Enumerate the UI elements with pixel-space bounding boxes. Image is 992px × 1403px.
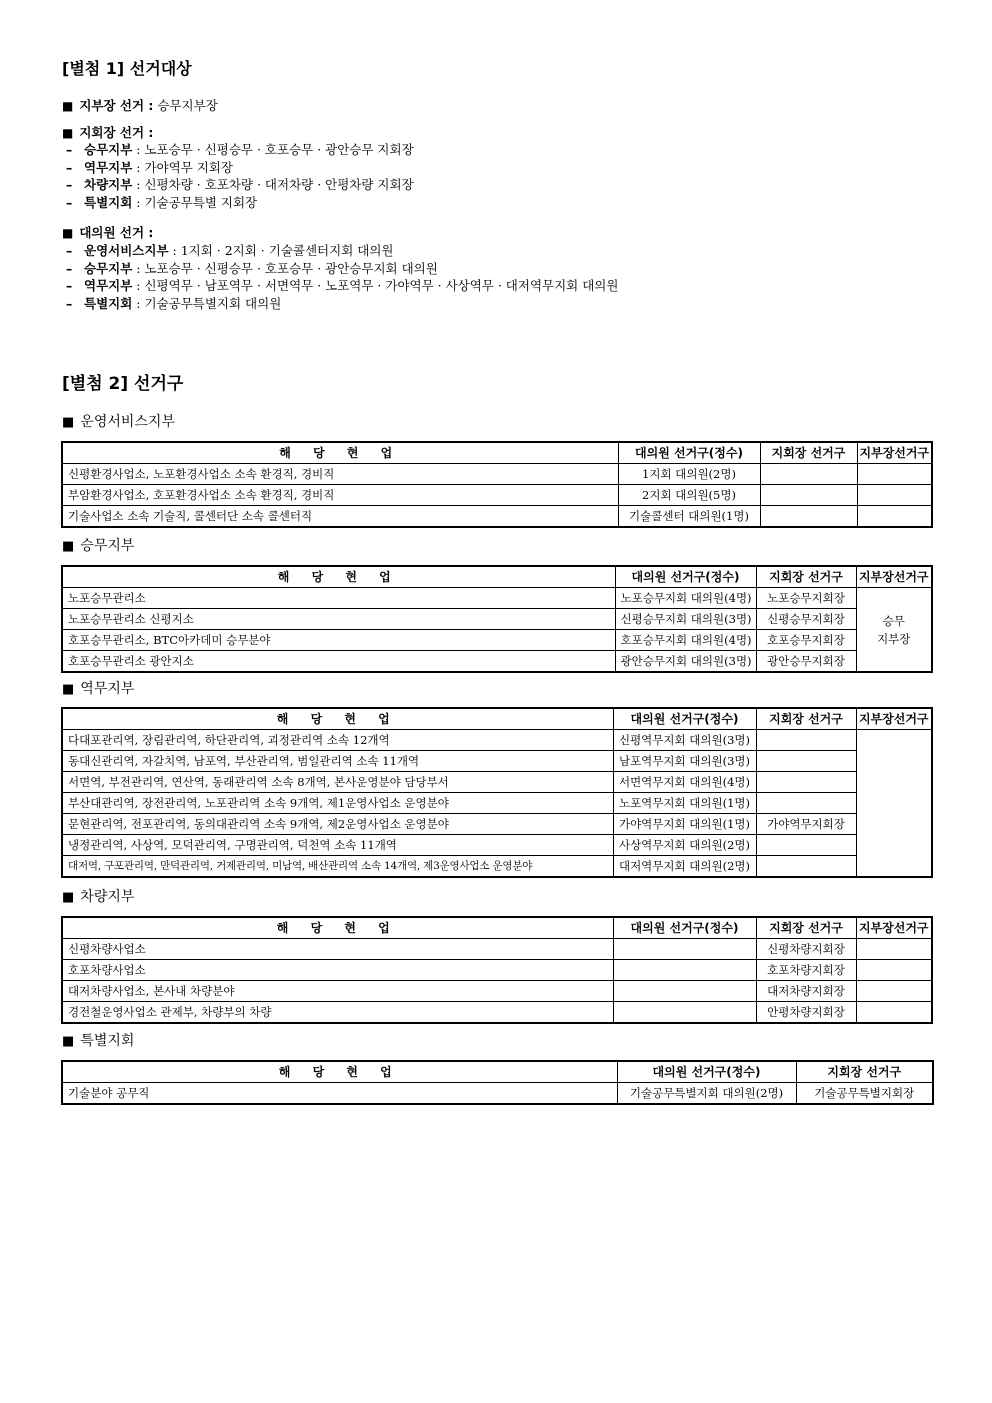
section-title: 운영서비스지부 (80, 414, 175, 430)
service-table (61, 441, 933, 528)
cell-branch (760, 485, 857, 506)
station-table (61, 707, 933, 878)
table-row (62, 856, 932, 878)
header-dept: 해 당 현 업 (62, 442, 618, 464)
section-heading-vehicle (62, 888, 134, 907)
cell-delegate: 가야역무지회 대의원(1명) (613, 814, 756, 835)
cell-branch: 신평승무지회장 (756, 609, 856, 630)
cell-chief (856, 960, 932, 981)
branch-item-value: : 노포승무 · 신평승무 · 호포승무 · 광안승무 지회장 (136, 142, 414, 157)
section-title: 특별지회 (80, 1033, 135, 1049)
section-title: 승무지부 (80, 538, 135, 554)
cell-delegate: 노포승무지회 대의원(4명) (615, 588, 756, 609)
cell-chief (856, 981, 932, 1002)
cell-dept: 동대신관리역, 자갈치역, 남포역, 부산관리역, 범일관리역 소속 11개역 (62, 751, 613, 772)
delegate-item-label: 승무지부 (84, 260, 133, 276)
cell-branch (756, 772, 856, 793)
delegate-item-label: 특별지회 (84, 295, 133, 311)
section-title: 역무지부 (80, 681, 135, 697)
header-chief: 지부장선거구 (857, 442, 932, 464)
cell-dept: 부암환경사업소, 호포환경사업소 소속 환경직, 경비직 (62, 485, 618, 506)
delegate-item: – 역무지부 : 신평역무 · 남포역무 · 서면역무 · 노포역무 · 가야역무 · 사상역무 · 대저역무지회 대의원 (66, 278, 619, 293)
cell-dept: 냉정관리역, 사상역, 모덕관리역, 구명관리역, 덕천역 소속 11개역 (62, 835, 613, 856)
bullet-square-icon: ■ (62, 539, 75, 554)
table-row (62, 485, 932, 506)
section-heading-station (62, 680, 134, 699)
cell-dept: 노포승무관리소 (62, 588, 615, 609)
cell-delegate (613, 1002, 756, 1024)
cell-branch: 신평차량지회장 (756, 939, 856, 960)
cell-delegate: 신평승무지회 대의원(3명) (615, 609, 756, 630)
branch-election-label: 지회장 선거 : (79, 125, 154, 140)
header-branch: 지회장 선거구 (756, 566, 856, 588)
delegate-item: – 승무지부 : 노포승무 · 신평승무 · 호포승무 · 광안승무지회 대의원 (66, 260, 438, 276)
cell-delegate: 1지회 대의원(2명) (618, 464, 760, 485)
delegate-item-label: 운영서비스지부 (84, 243, 169, 258)
cell-dept: 호포승무관리소, BTC아카데미 승무분야 (62, 630, 615, 651)
branch-item-label: 승무지부 (84, 142, 133, 157)
cell-branch (760, 464, 857, 485)
delegate-item: – 특별지회 : 기술공무특별지회 대의원 (66, 295, 282, 311)
section-title: 차량지부 (80, 889, 135, 905)
special-table (61, 1060, 934, 1105)
cell-dept: 호포승무관리소 광안지소 (62, 651, 615, 673)
table-row (62, 814, 932, 835)
cell-delegate: 기술콜센터 대의원(1명) (618, 506, 760, 528)
cell-dept: 노포승무관리소 신평지소 (62, 609, 615, 630)
cell-branch: 호포차량지회장 (756, 960, 856, 981)
header-delegate: 대의원 선거구(정수) (613, 917, 756, 939)
cell-branch: 호포승무지회장 (756, 630, 856, 651)
cell-dept: 부산대관리역, 장전관리역, 노포관리역 소속 9개역, 제1운영사업소 운영분야 (62, 793, 613, 814)
cell-branch (756, 856, 856, 878)
bullet-square-icon: ■ (62, 682, 75, 697)
cell-dept: 다대포관리역, 장림관리역, 하단관리역, 괴정관리역 소속 12개역 (62, 730, 613, 751)
chief-election-label: 지부장 선거 : (79, 98, 154, 113)
bullet-square-icon: ■ (62, 415, 75, 430)
annex1-title: [별첨 1] 선거대상 (62, 59, 192, 78)
cell-chief (856, 939, 932, 960)
table-header-row (62, 442, 932, 464)
header-delegate: 대의원 선거구(정수) (613, 708, 756, 730)
branch-item: – 역무지부 : 가야역무 지회장 (66, 159, 233, 175)
branch-item-label: 역무지부 (84, 159, 133, 175)
branch-item: – 특별지회 : 기술공무특별 지회장 (66, 194, 258, 210)
header-delegate: 대의원 선거구(정수) (618, 442, 760, 464)
cell-branch: 대저차량지회장 (756, 981, 856, 1002)
table-row (62, 464, 932, 485)
table-header-row (62, 1061, 933, 1083)
branch-item-value: : 신평차량 · 호포차량 · 대저차량 · 안평차량 지회장 (136, 177, 414, 192)
delegate-election-label: 대의원 선거 : (79, 225, 154, 240)
cell-chief (857, 464, 932, 485)
cell-chief (856, 730, 932, 878)
cell-delegate: 남포역무지회 대의원(3명) (613, 751, 756, 772)
delegate-item: – 운영서비스지부 : 1지회 · 2지회 · 기술콜센터지회 대의원 (66, 243, 394, 258)
branch-item: – 차량지부 : 신평차량 · 호포차량 · 대저차량 · 안평차량 지회장 (66, 177, 414, 192)
branch-item-label: 차량지부 (84, 177, 133, 192)
table-row (62, 588, 932, 609)
header-chief: 지부장선거구 (856, 566, 932, 588)
cell-branch: 가야역무지회장 (756, 814, 856, 835)
bullet-square-icon: ■ (62, 126, 74, 140)
branch-item-value: : 가야역무 지회장 (136, 159, 233, 175)
delegate-item-value: : 신평역무 · 남포역무 · 서면역무 · 노포역무 · 가야역무 · 사상역무 · 대저역무지회 대의원 (136, 278, 619, 293)
header-branch: 지회장 선거구 (756, 917, 856, 939)
cell-delegate: 사상역무지회 대의원(2명) (613, 835, 756, 856)
cell-dept: 기술분야 공무직 (62, 1083, 617, 1105)
table-row (62, 835, 932, 856)
table-row (62, 630, 932, 651)
header-dept: 해 당 현 업 (62, 566, 615, 588)
cell-delegate: 서면역무지회 대의원(4명) (613, 772, 756, 793)
table-row (62, 939, 932, 960)
cell-branch (756, 835, 856, 856)
cell-dept: 호포차량사업소 (62, 960, 613, 981)
cell-delegate (613, 939, 756, 960)
cell-delegate: 2지회 대의원(5명) (618, 485, 760, 506)
cell-dept: 대저역, 구포관리역, 만덕관리역, 거제관리역, 미남역, 배산관리역 소속 14개역, 제3운영사업소 운영분야 (62, 856, 613, 878)
bullet-square-icon: ■ (62, 99, 74, 113)
section-heading-crew (62, 537, 134, 556)
cell-dept: 기술사업소 소속 기술직, 콜센터단 소속 콜센터직 (62, 506, 618, 528)
cell-delegate: 신평역무지회 대의원(3명) (613, 730, 756, 751)
table-header-row (62, 566, 932, 588)
cell-chief (857, 506, 932, 528)
table-row (62, 793, 932, 814)
cell-chief (856, 1002, 932, 1024)
cell-branch: 노포승무지회장 (756, 588, 856, 609)
delegate-item-label: 역무지부 (84, 278, 133, 293)
header-delegate: 대의원 선거구(정수) (617, 1061, 796, 1083)
cell-dept: 경전철운영사업소 관제부, 차량부의 차량 (62, 1002, 613, 1024)
cell-branch (756, 730, 856, 751)
table-row (62, 1002, 932, 1024)
cell-branch (756, 751, 856, 772)
table-row (62, 772, 932, 793)
branch-item: – 승무지부 : 노포승무 · 신평승무 · 호포승무 · 광안승무 지회장 (66, 142, 414, 157)
table-row (62, 1083, 933, 1105)
header-dept: 해 당 현 업 (62, 708, 613, 730)
section-heading-special (62, 1032, 134, 1051)
delegate-election-line (62, 224, 153, 242)
header-branch: 지회장 선거구 (760, 442, 857, 464)
cell-chief: 승무 지부장 (856, 588, 932, 673)
delegate-item-value: : 1지회 · 2지회 · 기술콜센터지회 대의원 (172, 243, 394, 258)
cell-branch (756, 793, 856, 814)
header-delegate: 대의원 선거구(정수) (615, 566, 756, 588)
table-row (62, 751, 932, 772)
section-heading-service (62, 413, 175, 432)
cell-delegate (613, 981, 756, 1002)
header-branch: 지회장 선거구 (756, 708, 856, 730)
header-branch: 지회장 선거구 (796, 1061, 933, 1083)
branch-election-line (62, 124, 153, 142)
bullet-square-icon: ■ (62, 226, 74, 240)
cell-branch: 기술공무특별지회장 (796, 1083, 933, 1105)
header-dept: 해 당 현 업 (62, 1061, 617, 1083)
table-header-row (62, 708, 932, 730)
cell-dept: 신평차량사업소 (62, 939, 613, 960)
cell-dept: 대저차량사업소, 본사내 차량분야 (62, 981, 613, 1002)
vehicle-table (61, 916, 933, 1024)
header-chief: 지부장선거구 (856, 708, 932, 730)
table-row (62, 609, 932, 630)
header-chief: 지부장선거구 (856, 917, 932, 939)
annex2-title: [별첨 2] 선거구 (62, 374, 184, 394)
cell-delegate: 광안승무지회 대의원(3명) (615, 651, 756, 673)
cell-delegate: 호포승무지회 대의원(4명) (615, 630, 756, 651)
cell-chief (857, 485, 932, 506)
header-dept: 해 당 현 업 (62, 917, 613, 939)
chief-election-line (62, 97, 218, 115)
cell-dept: 문현관리역, 전포관리역, 동의대관리역 소속 9개역, 제2운영사업소 운영분야 (62, 814, 613, 835)
table-header-row (62, 917, 932, 939)
cell-delegate: 기술공무특별지회 대의원(2명) (617, 1083, 796, 1105)
branch-item-value: : 기술공무특별 지회장 (136, 194, 258, 210)
table-row (62, 960, 932, 981)
cell-branch (760, 506, 857, 528)
cell-branch: 안평차량지회장 (756, 1002, 856, 1024)
delegate-item-value: : 노포승무 · 신평승무 · 호포승무 · 광안승무지회 대의원 (136, 260, 438, 276)
table-row (62, 730, 932, 751)
table-row (62, 506, 932, 528)
cell-delegate: 대저역무지회 대의원(2명) (613, 856, 756, 878)
delegate-item-value: : 기술공무특별지회 대의원 (136, 295, 282, 311)
crew-table (61, 565, 933, 673)
branch-item-label: 특별지회 (84, 194, 133, 210)
cell-dept: 신평환경사업소, 노포환경사업소 소속 환경직, 경비직 (62, 464, 618, 485)
cell-delegate: 노포역무지회 대의원(1명) (613, 793, 756, 814)
bullet-square-icon: ■ (62, 1034, 75, 1049)
table-row (62, 981, 932, 1002)
bullet-square-icon: ■ (62, 890, 75, 905)
chief-election-value: 승무지부장 (157, 98, 218, 113)
cell-delegate (613, 960, 756, 981)
cell-dept: 서면역, 부전관리역, 연산역, 동래관리역 소속 8개역, 본사운영분야 담당부서 (62, 772, 613, 793)
cell-branch: 광안승무지회장 (756, 651, 856, 673)
table-row (62, 651, 932, 673)
